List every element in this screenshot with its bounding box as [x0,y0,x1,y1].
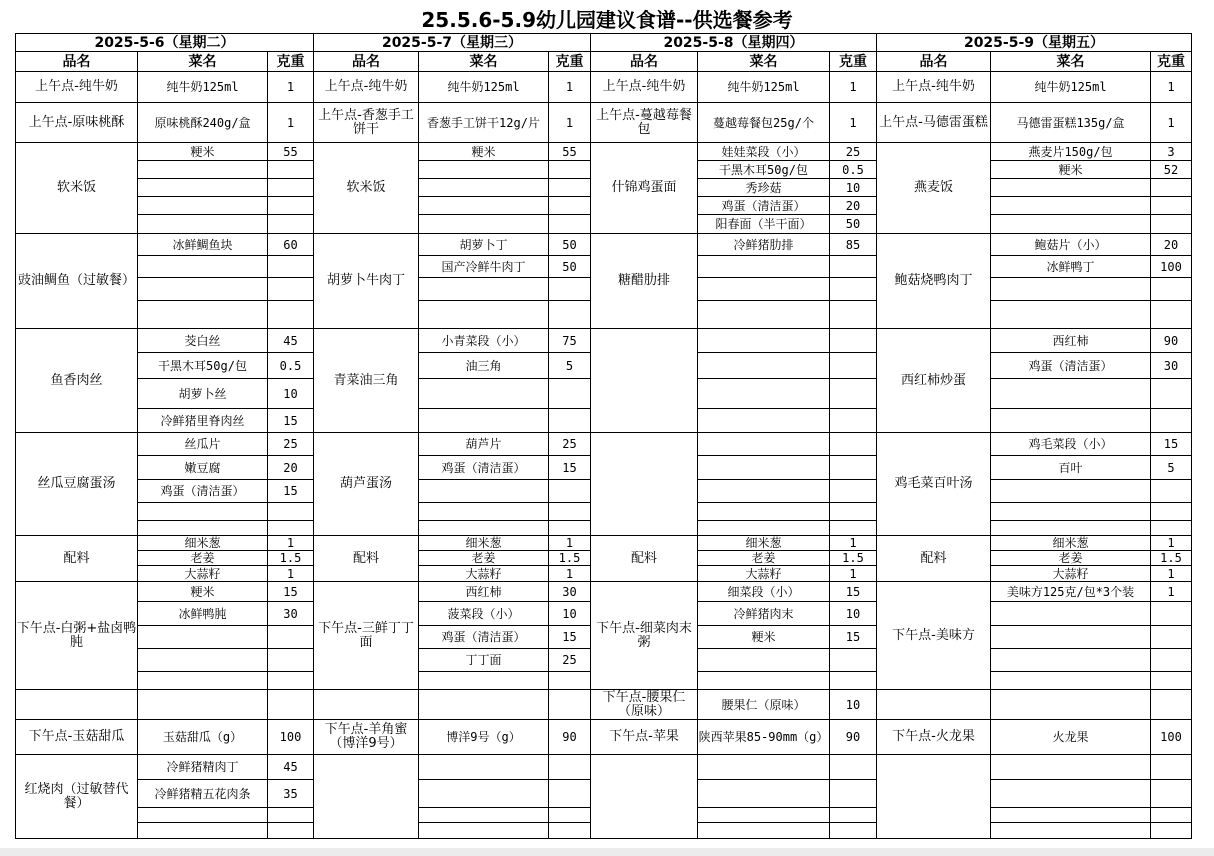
col-header-dish: 品名 [919,53,948,70]
ingredient-grams: 100 [1160,730,1182,744]
ingredient-grams: 1 [565,566,574,581]
item-row-divider [697,822,876,823]
ingredient-grams: 1 [1167,584,1175,599]
col-header-dish: 品名 [630,53,658,70]
item-row-divider [137,822,313,823]
item-row-divider [697,502,876,503]
ingredient-name: 纯牛奶125ml [447,80,520,94]
item-row-divider [990,277,1191,278]
ingredient-name: 冷鲜猪肋排 [733,237,794,252]
ingredient-grams: 1 [286,115,295,130]
dish-row-divider [876,838,1191,839]
ingredient-name: 原味桃酥240g/盒 [154,115,251,130]
dish-name-cell: 上午点-纯牛奶 [324,79,408,94]
ingredient-name: 老姜 [751,551,776,565]
day-header-date: 2025-5-8（星期四） [663,34,804,51]
item-row-divider [418,520,590,521]
item-row-divider [990,300,1191,301]
item-row-divider [990,671,1191,672]
dish-name-cell: 青菜油三角 [333,372,399,388]
item-row-divider [697,408,876,409]
table-border-right [1191,33,1192,839]
item-row-divider [697,378,876,379]
ingredient-name: 老姜 [190,551,215,565]
ingredient-name: 细米葱 [184,536,221,550]
item-row-divider [697,779,876,780]
ingredient-name: 干黑木耳50g/包 [158,358,247,373]
ingredient-grams: 1 [1167,80,1175,94]
ingredient-grams: 1 [286,80,295,94]
ingredient-grams: 55 [562,144,577,159]
ingredient-grams: 55 [283,144,298,159]
ingredient-grams: 0.5 [279,358,302,373]
item-row-divider [697,807,876,808]
ingredient-name: 细米葱 [1052,536,1089,550]
ingredient-grams: 100 [1160,259,1182,274]
dish-name-cell: 配料 [920,550,947,566]
ingredient-name: 葫芦片 [465,437,502,451]
ingredient-grams: 30 [283,606,298,621]
item-row-divider [990,214,1191,215]
dish-name-cell: 下午点-细菜肉末粥 [596,620,692,650]
ingredient-name: 腰果仁（原味） [721,697,806,712]
dish-name-cell: 下午点-苹果 [609,729,679,744]
item-row-divider [137,520,313,521]
ingredient-name: 鸡蛋（清洁蛋） [441,460,526,475]
page-bottom-margin [0,848,1214,856]
ingredient-name: 美味方125克/包*3个装 [1006,584,1135,599]
ingredient-grams: 45 [283,760,298,774]
ingredient-grams: 50 [562,259,577,274]
dish-name-cell: 下午点-腰果仁（原味） [602,690,686,719]
ingredient-grams: 5 [1167,460,1175,475]
ingredient-grams: 90 [562,730,577,744]
ingredient-name: 纯牛奶125ml [1034,80,1107,94]
dish-row-divider [590,838,876,839]
ingredient-grams: 35 [283,786,298,801]
col-header-item: 菜名 [188,53,217,70]
col-header-grams: 克重 [1157,53,1185,70]
item-row-divider [697,255,876,256]
item-row-divider [990,822,1191,823]
ingredient-grams: 1 [1167,566,1175,581]
col-header-dish: 品名 [62,53,91,70]
ingredient-name: 博洋9号（g） [446,730,521,744]
item-row-divider [137,502,313,503]
item-row-divider [418,214,590,215]
item-row-divider [990,648,1191,649]
day-header-date: 2025-5-9（星期五） [963,34,1105,51]
item-row-divider [418,807,590,808]
ingredient-name: 菠菜段（小） [447,606,520,621]
ingredient-name: 陕西苹果85-90mm（g） [698,730,829,744]
ingredient-grams: 15 [845,630,861,644]
ingredient-name: 茭白丝 [184,333,221,348]
dish-name-cell [591,329,697,432]
ingredient-name: 细米葱 [465,536,502,550]
menu-title: 25.5.6-5.9幼儿园建议食谱--供选餐参考 [421,8,793,32]
item-row-divider [697,277,876,278]
ingredient-grams: 1.5 [842,551,864,565]
dish-name-cell [16,690,137,719]
ingredient-grams: 75 [562,333,577,348]
item-row-divider [697,455,876,456]
ingredient-name: 鸡蛋（清洁蛋） [1028,358,1113,373]
ingredient-grams: 1 [849,115,857,130]
item-row-divider [697,300,876,301]
dish-name-cell [314,690,418,719]
ingredient-grams: 25 [845,144,861,159]
ingredient-grams: 30 [1163,358,1179,373]
col-header-grams: 克重 [839,53,867,70]
ingredient-name: 冷鲜猪肉末 [733,606,794,621]
item-row-divider [990,625,1191,626]
dish-name-cell: 配料 [63,550,90,566]
ingredient-name: 鸡蛋（清洁蛋） [441,630,526,644]
dish-name-cell: 下午点-火龙果 [892,729,975,744]
item-row-divider [990,178,1191,179]
ingredient-name: 冷鲜猪精五花肉条 [154,786,251,801]
dish-name-cell: 胡萝卜牛肉丁 [326,273,405,288]
ingredient-grams: 90 [1163,333,1179,348]
dish-name-cell: 鲍菇烧鸭肉丁 [894,273,973,288]
ingredient-grams: 10 [845,180,861,195]
dish-name-cell: 西红柿炒蛋 [900,372,966,388]
dish-name-cell [877,755,990,838]
ingredient-grams: 20 [283,460,298,475]
ingredient-name: 秀珍菇 [745,180,782,195]
ingredient-grams: 1 [565,115,574,130]
ingredient-name: 胡萝卜丁 [459,237,508,252]
ingredient-grams: 20 [845,198,861,213]
ingredient-name: 娃娃菜段（小） [721,144,806,159]
item-row-divider [137,255,313,256]
ingredient-grams: 3 [1167,144,1175,159]
ingredient-grams: 1.5 [279,551,302,565]
ingredient-name: 粳米 [190,144,215,159]
item-row-divider [418,671,590,672]
ingredient-name: 粳米 [1058,162,1083,177]
day-header-date: 2025-5-7（星期三） [381,34,523,51]
item-row-divider [418,196,590,197]
item-row-divider [137,160,313,161]
dish-name-cell: 上午点-马德雷蛋糕 [879,114,988,130]
ingredient-name: 马德雷蛋糕135g/盒 [1016,115,1125,130]
ingredient-grams: 15 [1163,437,1179,451]
ingredient-grams: 1 [565,536,574,550]
dish-name-cell: 鱼香肉丝 [50,372,103,388]
col-header-item: 菜名 [1056,53,1085,70]
dish-name-cell: 下午点-三鲜丁丁面 [318,620,414,650]
item-row-divider [137,214,313,215]
ingredient-name: 大蒜籽 [1052,566,1089,581]
ingredient-name: 大蒜籽 [745,566,782,581]
day-header-date: 2025-5-6（星期二） [94,34,235,51]
item-row-divider [137,671,313,672]
ingredient-name: 纯牛奶125ml [166,80,239,94]
dish-name-cell [314,755,418,838]
ingredient-grams: 30 [562,584,577,599]
item-row-divider [990,601,1191,602]
ingredient-name: 油三角 [465,358,502,373]
ingredient-grams: 25 [562,437,577,451]
ingredient-grams: 1 [849,536,857,550]
dish-name-cell: 葫芦蛋汤 [339,476,392,491]
ingredient-name: 胡萝卜丝 [178,386,227,401]
item-row-divider [137,625,313,626]
ingredient-grams: 10 [845,606,861,621]
ingredient-name: 大蒜籽 [465,566,502,581]
dish-name-cell: 豉油鲷鱼（过敏餐） [17,273,135,288]
dish-name-cell: 红烧肉（过敏替代餐） [24,781,129,811]
ingredient-name: 阳春面（半干面） [715,217,812,231]
ingredient-name: 丝瓜片 [184,437,221,451]
ingredient-name: 冰鲜鸭丁 [1046,259,1095,274]
dish-name-cell: 丝瓜豆腐蛋汤 [37,476,116,491]
ingredient-grams: 25 [283,437,298,451]
dish-name-cell: 糖醋肋排 [617,273,670,288]
item-row-divider [418,479,590,480]
ingredient-name: 国产冷鲜牛肉丁 [441,259,526,274]
item-row-divider [137,196,313,197]
ingredient-grams: 25 [562,653,577,667]
dish-name-cell: 软米饭 [56,180,96,195]
item-row-divider [418,300,590,301]
item-row-divider [990,807,1191,808]
col-header-item: 菜名 [749,53,778,70]
ingredient-grams: 100 [279,730,302,744]
ingredient-grams: 1 [565,80,574,94]
ingredient-name: 嫩豆腐 [184,460,221,475]
dish-name-cell: 配料 [630,550,657,566]
ingredient-grams: 10 [845,697,861,712]
ingredient-name: 燕麦片150g/包 [1028,144,1113,159]
ingredient-name: 粳米 [471,144,496,159]
dish-name-cell: 鸡毛菜百叶汤 [894,476,973,491]
ingredient-name: 纯牛奶125ml [727,80,800,94]
item-row-divider [990,408,1191,409]
item-row-divider [137,807,313,808]
item-row-divider [418,502,590,503]
ingredient-grams: 1.5 [558,551,581,565]
ingredient-grams: 10 [562,606,577,621]
item-row-divider [990,779,1191,780]
ingredient-grams: 50 [845,217,861,231]
ingredient-grams: 1 [849,80,857,94]
dish-name-cell: 上午点-纯牛奶 [35,79,118,94]
ingredient-grams: 1 [1167,115,1175,130]
col-header-grams: 克重 [555,53,584,70]
ingredient-grams: 1 [1167,536,1175,550]
ingredient-name: 老姜 [1058,551,1083,565]
ingredient-grams: 1.5 [1160,551,1182,565]
ingredient-name: 鲍菇片（小） [1034,237,1107,252]
dish-name-cell: 软米饭 [346,180,386,195]
ingredient-name: 火龙果 [1052,730,1089,744]
ingredient-grams: 50 [562,237,577,252]
ingredient-grams: 15 [562,460,577,475]
dish-name-cell: 上午点-纯牛奶 [602,79,686,94]
ingredient-name: 玉菇甜瓜（g） [162,730,243,744]
ingredient-name: 粳米 [751,630,776,644]
col-header-dish: 品名 [352,53,380,70]
item-row-divider [137,648,313,649]
ingredient-name: 百叶 [1058,460,1083,475]
item-row-divider [418,408,590,409]
ingredient-grams: 60 [283,237,298,252]
item-row-divider [418,160,590,161]
item-row-divider [418,822,590,823]
ingredient-name: 细菜段（小） [727,584,800,599]
ingredient-grams: 15 [562,630,577,644]
item-row-divider [418,779,590,780]
item-row-divider [990,502,1191,503]
dish-name-cell: 上午点-原味桃酥 [28,114,125,130]
ingredient-grams: 20 [1163,237,1179,252]
ingredient-name: 冷鲜猪精肉丁 [166,760,239,774]
dish-name-cell: 燕麦饭 [913,180,953,195]
ingredient-name: 冰鲜鲷鱼块 [172,237,233,252]
ingredient-name: 小青菜段（小） [441,333,526,348]
ingredient-name: 蔓越莓餐包25g/个 [713,115,814,130]
ingredient-name: 西红柿 [465,584,502,599]
ingredient-grams: 15 [283,584,298,599]
ingredient-name: 鸡毛菜段（小） [1028,437,1113,451]
item-row-divider [418,178,590,179]
ingredient-grams: 10 [283,386,298,401]
ingredient-grams: 5 [565,358,574,373]
dish-row-divider [15,838,313,839]
dish-name-cell: 下午点-玉菇甜瓜 [28,729,125,744]
ingredient-name: 西红柿 [1052,333,1089,348]
ingredient-name: 丁丁面 [465,653,502,667]
item-row-divider [990,479,1191,480]
col-header-item: 菜名 [469,53,498,70]
ingredient-name: 干黑木耳50g/包 [719,162,808,177]
item-row-divider [697,671,876,672]
item-row-divider [697,648,876,649]
item-row-divider [990,520,1191,521]
item-row-divider [137,277,313,278]
ingredient-name: 鸡蛋（清洁蛋） [721,198,806,213]
ingredient-grams: 90 [845,730,861,744]
ingredient-grams: 52 [1163,162,1179,177]
item-row-divider [990,196,1191,197]
dish-name-cell [591,433,697,535]
dish-name-cell [591,755,697,838]
dish-name-cell: 上午点-香葱手工饼干 [318,107,414,137]
ingredient-name: 鸡蛋（清洁蛋） [160,484,245,498]
col-header-grams: 克重 [276,53,305,70]
item-row-divider [137,178,313,179]
ingredient-name: 粳米 [190,584,215,599]
dish-name-cell: 上午点-蔓越莓餐包 [596,107,692,137]
ingredient-grams: 1 [286,536,295,550]
dish-name-cell: 上午点-纯牛奶 [892,79,975,94]
item-row-divider [697,479,876,480]
ingredient-grams: 15 [845,584,861,599]
ingredient-grams: 15 [283,484,298,498]
ingredient-name: 细米葱 [745,536,782,550]
dish-row-divider [313,838,590,839]
ingredient-grams: 1 [286,566,295,581]
ingredient-grams: 85 [845,237,861,252]
ingredient-grams: 15 [283,413,298,428]
ingredient-name: 老姜 [471,551,496,565]
ingredient-grams: 45 [283,333,298,348]
dish-name-cell: 下午点-白粥+盐卤鸭肫 [16,620,137,650]
ingredient-name: 冰鲜鸭肫 [178,606,227,621]
item-row-divider [697,520,876,521]
dish-name-cell: 什锦鸡蛋面 [611,180,677,195]
dish-name-cell: 配料 [352,550,379,566]
item-row-divider [418,277,590,278]
item-row-divider [697,352,876,353]
dish-name-cell: 下午点-羊角蜜（博洋9号） [324,722,408,751]
ingredient-name: 冷鲜猪里脊肉丝 [160,413,245,428]
item-row-divider [990,378,1191,379]
ingredient-grams: 1 [849,566,857,581]
ingredient-name: 香葱手工饼干12g/片 [427,115,540,130]
ingredient-grams: 0.5 [842,162,864,177]
dish-name-cell: 下午点-美味方 [892,627,975,643]
dish-name-cell [877,690,990,719]
item-row-divider [137,300,313,301]
item-row-divider [418,378,590,379]
ingredient-name: 大蒜籽 [184,566,221,581]
